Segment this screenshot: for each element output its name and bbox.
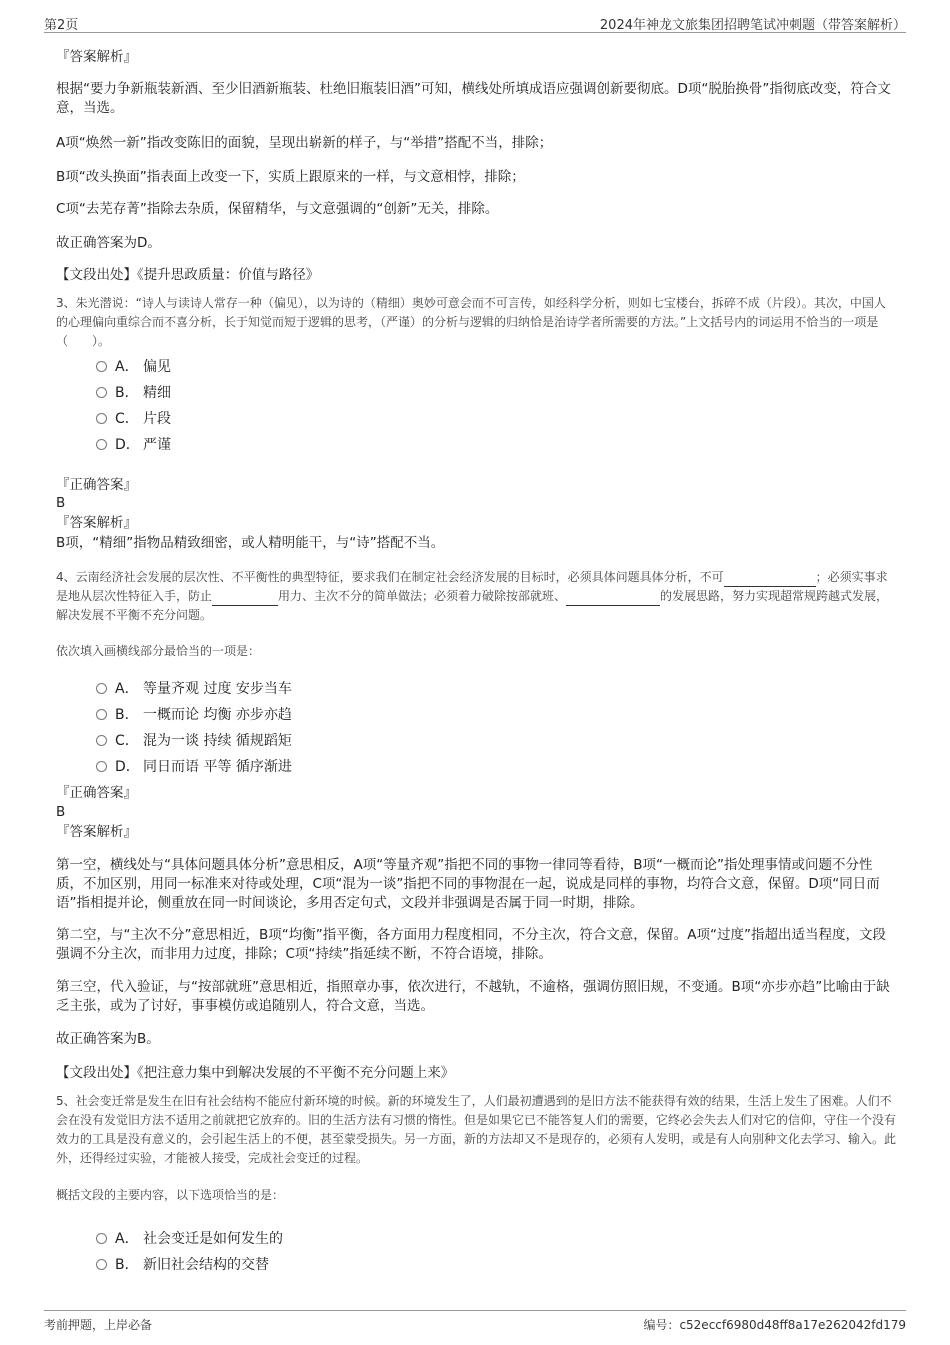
q4-blank-2 bbox=[212, 591, 278, 606]
q4-answer: B bbox=[56, 804, 66, 820]
q4-prompt: 依次填入画横线部分最恰当的一项是： bbox=[56, 644, 261, 658]
q4-option-c[interactable]: C． 混为一谈 持续 循规蹈矩 bbox=[96, 730, 292, 750]
q2-analysis-label: 『答案解析』 bbox=[56, 49, 137, 65]
q4-blank-3 bbox=[566, 591, 660, 606]
q5-option-a[interactable]: A． 社会变迁是如何发生的 bbox=[96, 1228, 283, 1248]
q4-stem: 4、云南经济社会发展的层次性、不平衡性的典型特征，要求我们在制定社会经济发展的目标时，必须具体问题具体分析，不可 ；必须实事求是地从层次性特征入手，防止 用力、主次不分的简单做法；必须着力破除按部就班、 的发展思路，努力实现超常规跨越式发展，解决发展不平衡不充分问题。 bbox=[56, 570, 889, 622]
document-id: 编号：c52eccf6980d48ff8a17e262042fd179 bbox=[643, 1318, 906, 1332]
q4-option-b[interactable]: B． 一概而论 均衡 亦步亦趋 bbox=[96, 704, 292, 724]
q5-prompt: 概括文段的主要内容，以下选项恰当的是： bbox=[56, 1188, 285, 1202]
radio-icon[interactable] bbox=[96, 1233, 107, 1244]
q2-analysis-para-4: C项“去芜存菁”指除去杂质，保留精华，与文意强调的“创新”无关，排除。 bbox=[56, 201, 499, 217]
q5-stem: 5、社会变迁常是发生在旧有社会结构不能应付新环境的时候。新的环境发生了，人们最初遭遇到的是旧方法不能获得有效的结果，生活上发生了困难。人们不会在没有发觉旧方法不适用之前就把它放弃的。旧的生活方法有习惯的惰性。但是如果它已不能答复人们的需要，它终必会失去人们对它的信仰，守住一个没有效力的工具是没有意义的，会引起生活上的不便，甚至蒙受损失。另一方面，新的方法却又不是现存的，必须有人发明，或是有人向别种文化去学习、输入。此外，还得经过实验，才能被人接受，完成社会变迁的过程。 bbox=[56, 1094, 897, 1165]
q3-analysis-label: 『答案解析』 bbox=[56, 515, 137, 531]
q4-blank-1 bbox=[724, 572, 816, 587]
radio-icon[interactable] bbox=[96, 735, 107, 746]
q2-analysis-para-2: A项“焕然一新”指改变陈旧的面貌，呈现出崭新的样子，与“举措”搭配不当，排除； bbox=[56, 135, 553, 151]
radio-icon[interactable] bbox=[96, 361, 107, 372]
q4-option-d[interactable]: D． 同日而语 平等 循序渐进 bbox=[96, 756, 292, 776]
page-footer bbox=[44, 1310, 906, 1335]
page-number: 第2页 bbox=[44, 18, 79, 33]
q3-option-d[interactable]: D． 严谨 bbox=[96, 434, 171, 454]
radio-icon[interactable] bbox=[96, 709, 107, 720]
q4-analysis-label: 『答案解析』 bbox=[56, 824, 137, 840]
q4-analysis-para-1: 第一空，横线处与“具体问题具体分析”意思相反，A项“等量齐观”指把不同的事物一律同等看待，B项“一概而论”指处理事情或问题不分性质，不加区别，用同一标准来对待或处理，C项“混为一谈”指把不同的事物混在一起，说成是同样的事物，均符合文意，保留。D项“同日而语”指相提并论，侧重放在同一时间谈论，多用否定句式，文段并非强调是否属于同一时期，排除。 bbox=[56, 857, 880, 911]
q4-answer-label: 『正确答案』 bbox=[56, 785, 137, 801]
radio-icon[interactable] bbox=[96, 387, 107, 398]
q4-source: 【文段出处】《把注意力集中到解决发展的不平衡不充分问题上来》 bbox=[56, 1065, 455, 1081]
q4-analysis-para-2: 第二空，与“主次不分”意思相近，B项“均衡”指平衡，各方面用力程度相同，不分主次，符合文意，保留。A项“过度”指超出适当程度，文段强调不分主次，而非用力过度，排除；C项“持续”指延续不断，不符合语境，排除。 bbox=[56, 927, 886, 962]
q2-analysis-para-3: B项“改头换面”指表面上改变一下，实质上跟原来的一样，与文意相悖，排除； bbox=[56, 169, 525, 185]
radio-icon[interactable] bbox=[96, 439, 107, 450]
footer-slogan: 考前押题，上岸必备 bbox=[44, 1318, 153, 1332]
q2-source: 【文段出处】《提升思政质量：价值与路径》 bbox=[56, 267, 320, 283]
q4-option-a[interactable]: A． 等量齐观 过度 安步当车 bbox=[96, 678, 292, 698]
q3-analysis: B项，“精细”指物品精致细密，或人精明能干，与“诗”搭配不当。 bbox=[56, 535, 445, 551]
q5-option-b[interactable]: B． 新旧社会结构的交替 bbox=[96, 1254, 269, 1274]
page-header bbox=[44, 12, 906, 33]
q3-stem: 3、朱光潜说：“诗人与读诗人常存一种（偏见），以为诗的（精细）奥妙可意会而不可言传，如经科学分析，则如七宝楼台，拆碎不成（片段）。其次，中国人的心理偏向重综合而不喜分析，长于知觉而短于逻辑的思考，（严谨）的分析与逻辑的归纳恰是治诗学者所需要的方法。”上文括号内的词运用不恰当的一项是（ ）。 bbox=[56, 296, 886, 348]
q4-conclusion: 故正确答案为B。 bbox=[56, 1031, 160, 1047]
q3-option-b[interactable]: B． 精细 bbox=[96, 382, 171, 402]
radio-icon[interactable] bbox=[96, 1259, 107, 1270]
q3-option-a[interactable]: A． 偏见 bbox=[96, 356, 171, 376]
q4-analysis-para-3: 第三空，代入验证，与“按部就班”意思相近，指照章办事，依次进行，不越轨，不逾格，强调仿照旧规，不变通。B项“亦步亦趋”比喻由于缺乏主张，或为了讨好，事事模仿或追随别人，符合文意，当选。 bbox=[56, 979, 890, 1014]
q3-option-c[interactable]: C． 片段 bbox=[96, 408, 171, 428]
q3-answer-label: 『正确答案』 bbox=[56, 477, 137, 493]
q2-conclusion: 故正确答案为D。 bbox=[56, 235, 161, 251]
q2-analysis-para-1: 根据“要力争新瓶装新酒、至少旧酒新瓶装、杜绝旧瓶装旧酒”可知，横线处所填成语应强调创新要彻底。D项“脱胎换骨”指彻底改变，符合文意，当选。 bbox=[56, 81, 891, 116]
radio-icon[interactable] bbox=[96, 683, 107, 694]
document-title: 2024年神龙文旅集团招聘笔试冲刺题（带答案解析） bbox=[599, 18, 906, 33]
radio-icon[interactable] bbox=[96, 761, 107, 772]
q3-answer: B bbox=[56, 495, 66, 511]
radio-icon[interactable] bbox=[96, 413, 107, 424]
